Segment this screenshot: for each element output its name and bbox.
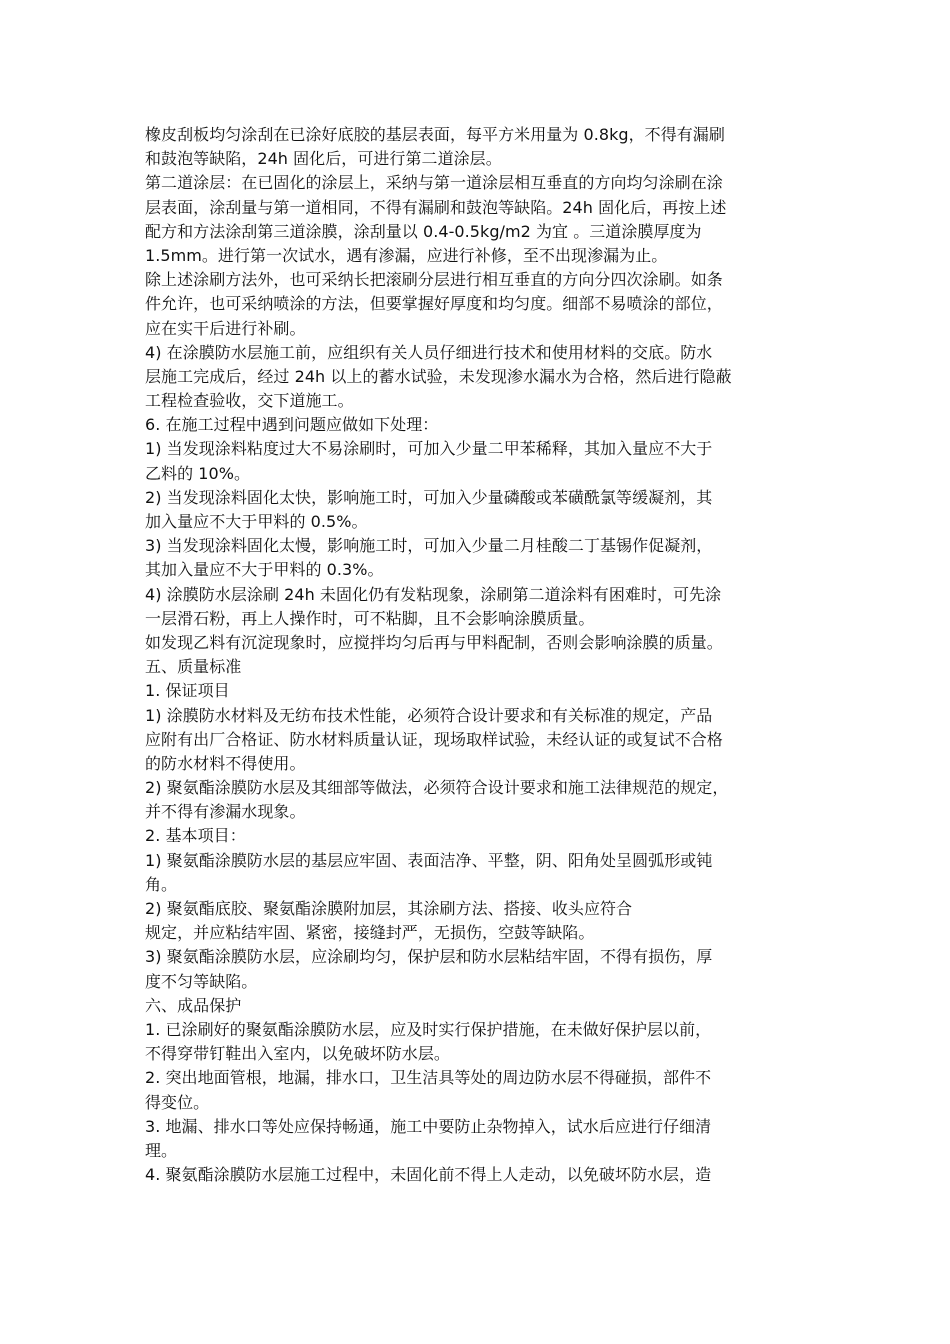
text-line: 4. 聚氨酯涂膜防水层施工过程中，未固化前不得上人走动，以免破坏防水层，造: [145, 1165, 712, 1185]
section-heading: 五、质量标准: [145, 657, 242, 677]
text-line: 2) 当发现涂料固化太快，影响施工时，可加入少量磷酸或苯磺酰氯等缓凝剂，其: [145, 487, 713, 507]
text-line: 应附有出厂合格证、防水材料质量认证，现场取样试验，未经认证的或复试不合格: [145, 729, 723, 749]
text-line: 1.5mm。进行第一次试水，遇有渗漏，应进行补修，至不出现渗漏为止。: [145, 245, 668, 265]
text-line: 2) 聚氨酯涂膜防水层及其细部等做法，必须符合设计要求和施工法律规范的规定，: [145, 778, 729, 798]
text-line: 第二道涂层：在已固化的涂层上，采纳与第一道涂层相互垂直的方向均匀涂刷在涂: [145, 173, 723, 193]
subsection-heading: 2. 基本项目：: [145, 826, 246, 846]
text-line: 工程检查验收，交下道施工。: [145, 391, 354, 411]
section-heading: 6. 在施工过程中遇到问题应做如下处理：: [145, 415, 439, 435]
text-line: 橡皮刮板均匀涂刮在已涂好底胶的基层表面，每平方米用量为 0.8kg，不得有漏刷: [145, 125, 725, 144]
text-line: 2. 突出地面管根，地漏，排水口，卫生洁具等处的周边防水层不得碰损，部件不: [145, 1068, 712, 1088]
text-line: 的防水材料不得使用。: [145, 753, 306, 773]
text-line: 1) 涂膜防水材料及无纺布技术性能，必须符合设计要求和有关标准的规定，产品: [145, 705, 713, 725]
text-line: 规定，并应粘结牢固、紧密，接缝封严，无损伤，空鼓等缺陷。: [145, 923, 595, 943]
document-body: [145, 123, 825, 1187]
text-line: 3) 当发现涂料固化太慢，影响施工时，可加入少量二月桂酸二丁基锡作促凝剂，: [145, 536, 713, 556]
text-line: 4) 在涂膜防水层施工前，应组织有关人员仔细进行技术和使用材料的交底。防水: [145, 342, 713, 362]
text-line: 并不得有渗漏水现象。: [145, 802, 306, 822]
text-line: 乙料的 10%。: [145, 463, 251, 483]
text-line: 1) 聚氨酯涂膜防水层的基层应牢固、表面洁净、平整，阴、阳角处呈圆弧形或钝: [145, 850, 713, 870]
text-line: 理。: [145, 1140, 178, 1160]
text-line: 层施工完成后，经过 24h 以上的蓄水试验，未发现渗水漏水为合格，然后进行隐蔽: [145, 366, 732, 386]
text-line: 一层滑石粉，再上人操作时，可不粘脚，且不会影响涂膜质量。: [145, 608, 595, 628]
text-line: 件允许，也可采纳喷涂的方法，但要掌握好厚度和均匀度。细部不易喷涂的部位，: [145, 294, 723, 314]
text-line: 加入量应不大于甲料的 0.5%。: [145, 512, 368, 531]
text-line: 度不匀等缺陷。: [145, 971, 258, 991]
text-line: 3) 聚氨酯涂膜防水层，应涂刷均匀，保护层和防水层粘结牢固，不得有损伤，厚: [145, 947, 713, 967]
text-line: 其加入量应不大于甲料的 0.3%。: [145, 560, 384, 580]
text-line: 层表面，涂刮量与第一道相同，不得有漏刷和鼓泡等缺陷。24h 固化后，再按上述: [145, 197, 727, 217]
text-line: 2) 聚氨酯底胶、聚氨酯涂膜附加层，其涂刷方法、搭接、收头应符合: [145, 899, 633, 918]
text-line: 如发现乙料有沉淀现象时，应搅拌均匀后再与甲料配制，否则会影响涂膜的质量。: [145, 632, 723, 652]
section-heading: 六、成品保护: [145, 995, 242, 1015]
text-line: 应在实干后进行补刷。: [145, 318, 306, 338]
text-line: 得变位。: [145, 1092, 210, 1112]
text-line: 1) 当发现涂料粘度过大不易涂刷时，可加入少量二甲苯稀释，其加入量应不大于: [145, 439, 713, 459]
text-line: 3. 地漏、排水口等处应保持畅通，施工中要防止杂物掉入，试水后应进行仔细清: [145, 1116, 712, 1136]
text-line: 1. 已涂刷好的聚氨酯涂膜防水层，应及时实行保护措施，在未做好保护层以前，: [145, 1019, 712, 1039]
text-line: 和鼓泡等缺陷，24h 固化后，可进行第二道涂层。: [145, 149, 502, 169]
text-line: 配方和方法涂刮第三道涂膜，涂刮量以 0.4-0.5kg/m2 为宜 。三道涂膜厚度为: [145, 221, 702, 241]
text-line: 4) 涂膜防水层涂刷 24h 未固化仍有发粘现象，涂刷第二道涂料有困难时，可先涂: [145, 584, 722, 604]
text-line: 除上述涂刷方法外，也可采纳长把滚刷分层进行相互垂直的方向分四次涂刷。如条: [145, 270, 723, 290]
text-line: 角。: [145, 874, 178, 894]
subsection-heading: 1. 保证项目: [145, 681, 230, 701]
text-line: 不得穿带钉鞋出入室内，以免破坏防水层。: [145, 1044, 450, 1064]
